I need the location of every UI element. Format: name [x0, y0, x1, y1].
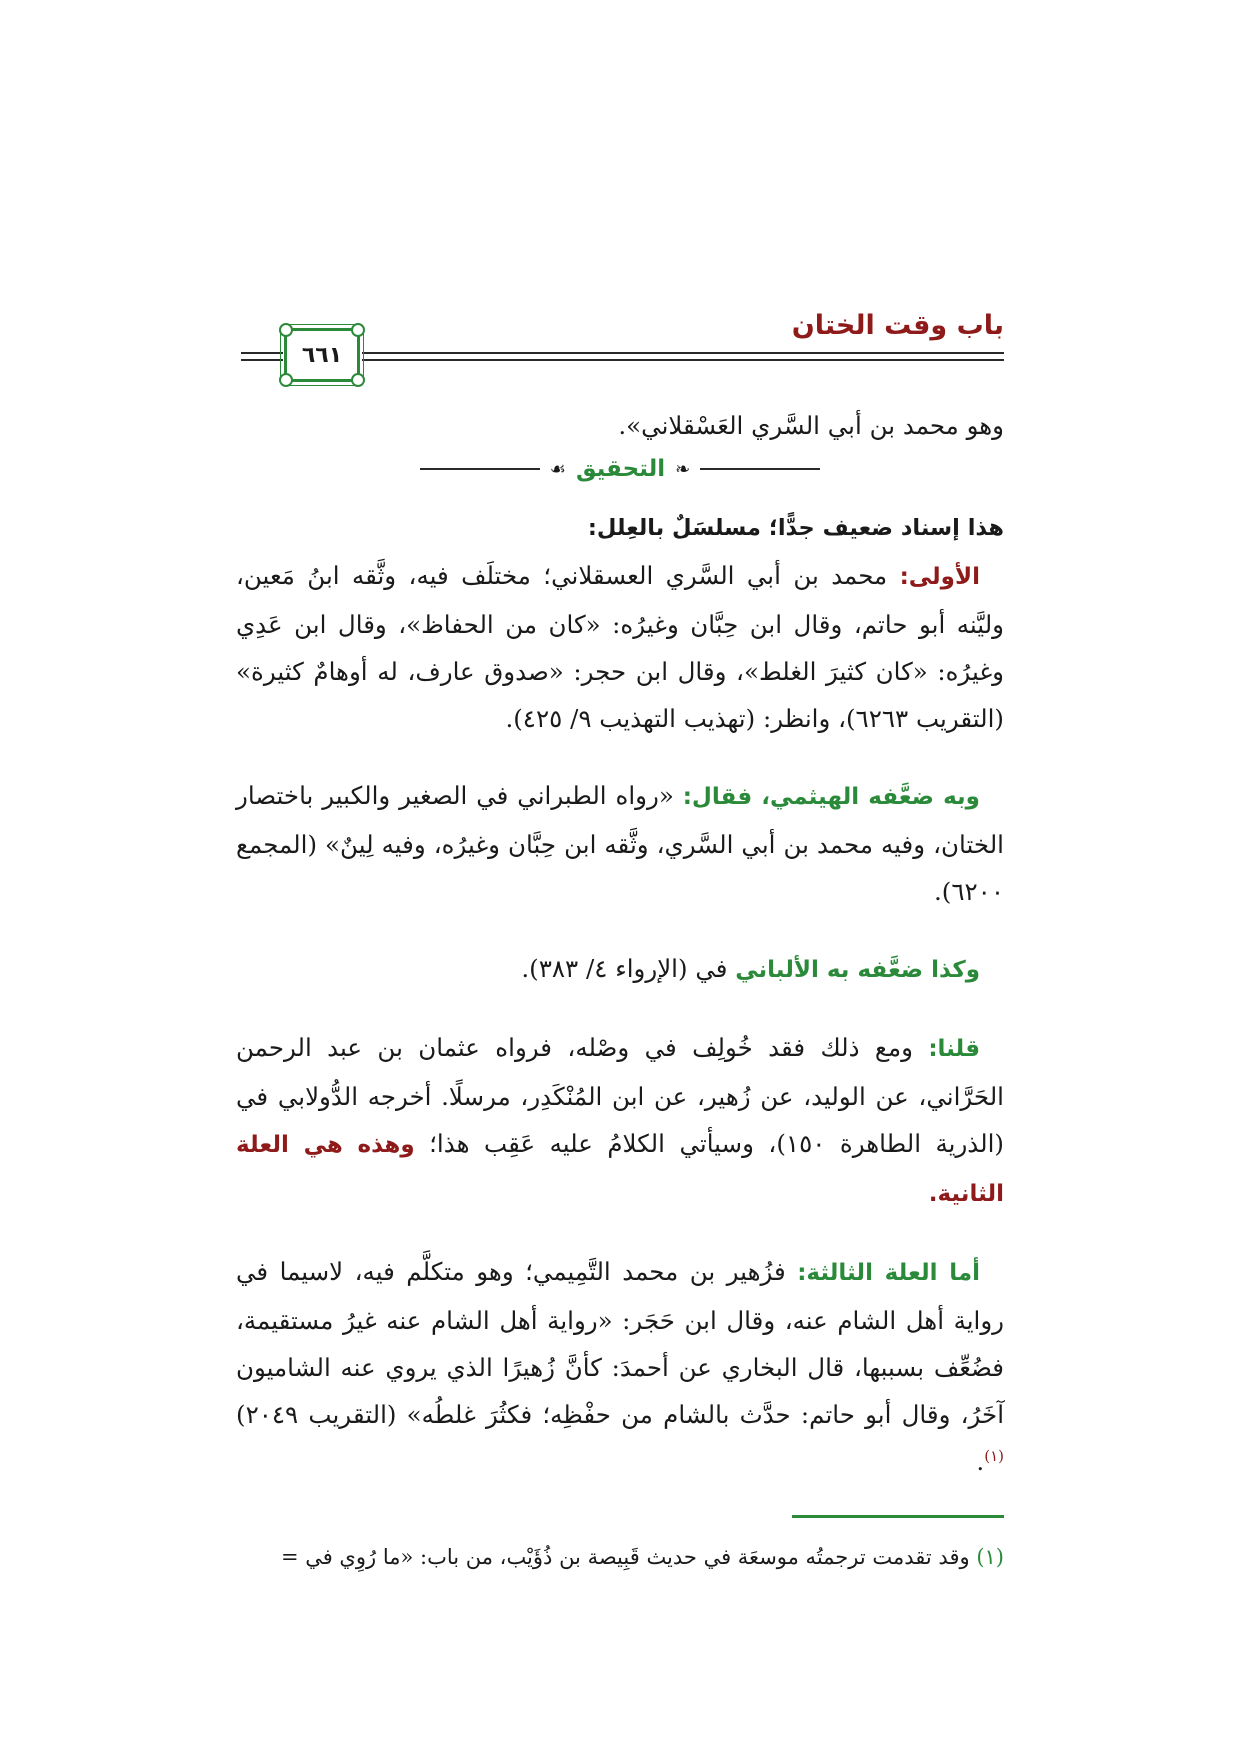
header-rule	[241, 352, 283, 354]
second-defect-note: وهذه هي العلة الثانية.	[236, 1132, 1004, 1207]
footnote-reference[interactable]: (١)	[984, 1446, 1004, 1465]
frame-corner-ornament	[279, 373, 293, 387]
frame-corner-ornament	[351, 373, 365, 387]
page-number: ٦٦١	[301, 342, 343, 368]
header-rule	[241, 359, 283, 361]
footnote	[224, 1540, 1004, 1574]
paragraph-end: .	[976, 1447, 985, 1476]
chapter-title: باب وقت الختان	[791, 310, 1004, 341]
paragraph-qulna	[236, 1024, 1004, 1218]
section-title: التحقيق	[575, 455, 666, 482]
divider-line	[700, 468, 820, 470]
paragraph-text: محمد بن أبي السَّري العسقلاني؛ مختلَف فيه، وثَّقه ابنُ مَعين، وليَّنه أبو حاتم، وقال ابن حِبَّان وغيرُه: «كان من الحفاظ»، وقال ابن عَدِي وغيرُه: «كان كثيرَ الغلط»، وقال ابن حجر: «صدوق عارف، له أوهامٌ كثيرة» (التقريب ٦٢٦٣)، وانظر: (تهذيب التهذيب ٩/ ٤٢٥).	[236, 561, 1004, 733]
section-divider	[236, 449, 1004, 489]
header-rule	[362, 352, 1004, 354]
main-text	[236, 402, 1004, 1515]
paragraph-label: وكذا ضعَّفه به الألباني	[735, 957, 980, 983]
header-rule	[362, 359, 1004, 361]
ornament-icon: ❧	[675, 458, 691, 480]
intro-line: وهو محمد بن أبي السَّري العَسْقلاني».	[618, 411, 1004, 440]
paragraph-third-defect	[236, 1248, 1004, 1485]
page-number-frame	[284, 328, 360, 382]
verdict-heading: هذا إسناد ضعيف جدًّا؛ مسلسَلٌ بالعِلل:	[587, 515, 1004, 541]
paragraph-label: الأولى:	[899, 564, 980, 590]
paragraph-text: فزُهير بن محمد التَّمِيمي؛ وهو متكلَّم فيه، لاسيما في رواية أهل الشام عنه، وقال ابن حَجَر: «رواية أهل الشام عنه غيرُ مستقيمة، فضُعِّف بسببها، قال البخاري عن أحمدَ: كأنَّ زُهيرًا الذي يروي عنه الشاميون آخَرُ، وقال أبو حاتم: حدَّث بالشام من حفْظِه؛ فكثُرَ غلطُه» (التقريب ٢٠٤٩)	[236, 1257, 1004, 1429]
paragraph-albani	[236, 945, 1004, 994]
ornament-icon: ☙	[549, 458, 566, 480]
paragraph-label: قلنا:	[928, 1036, 980, 1062]
paragraph-label: وبه ضعَّفه الهيثمي، فقال:	[682, 784, 980, 810]
paragraph-text: «رواه الطبراني في الصغير والكبير باختصار الختان، وفيه محمد بن أبي السَّري، وثَّقه ابن حِبَّان وغيرُه، وفيه لِينٌ» (المجمع ٦٢٠٠).	[236, 781, 1004, 906]
divider-line	[420, 468, 540, 470]
paragraph-text: في (الإرواء ٤/ ٣٨٣).	[521, 954, 728, 983]
frame-corner-ornament	[351, 323, 365, 337]
footnote-text: وقد تقدمت ترجمتُه موسعَة في حديث قَبِيصة بن ذُؤَيْب، من باب: «ما رُوِي في =	[280, 1545, 970, 1569]
footnote-separator	[792, 1515, 1004, 1518]
paragraph-text: ومع ذلك فقد خُولِف في وصْله، فرواه عثمان بن عبد الرحمن الحَرَّاني، عن الوليد، عن زُهير، عن ابن المُنْكَدِر، مرسلًا. أخرجه الدُّولابي في (الذرية الطاهرة ١٥٠)، وسيأتي الكلامُ عليه عَقِب هذا؛	[236, 1033, 1004, 1158]
frame-corner-ornament	[279, 323, 293, 337]
footnote-number: (١)	[976, 1545, 1004, 1569]
paragraph-first-defect	[236, 552, 1004, 742]
paragraph-haythami	[236, 772, 1004, 915]
paragraph-label: أما العلة الثالثة:	[797, 1260, 980, 1286]
